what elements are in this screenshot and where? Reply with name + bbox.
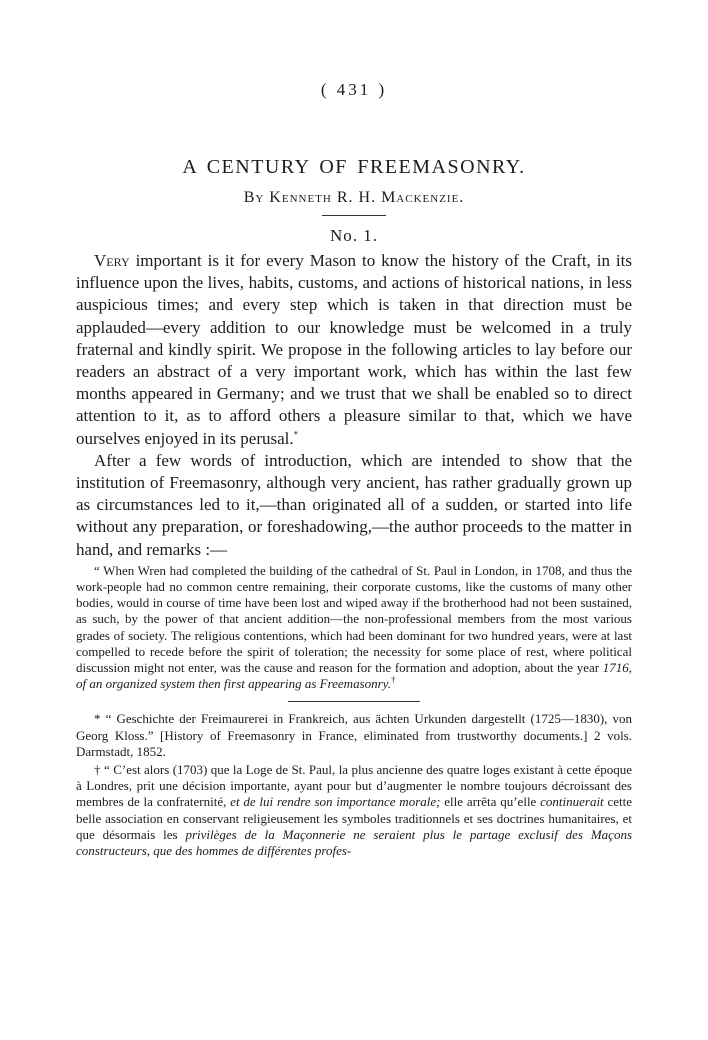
quote-paragraph: [76, 563, 632, 693]
paragraph-2: After a few words of introduction, which are intended to show that the institution of Freemasonry, although very ancient, has rather gradually grown up as circumstances led to it,—than originated all of a sudden, or started into life without any preparation, or foreshadowing,—the author proceeds to the matter in hand, and remarks :—: [76, 450, 632, 559]
part-number: No. 1.: [329, 226, 379, 245]
footnote-1: * “ Geschichte der Freimaurerei in Frankreich, aus ächten Urkunden dargestellt (1725—1830), von Georg Kloss.” [History of Freemasonry in France, eliminated from trustworthy documents.] 2 vols. Darmstadt, 1852.: [76, 711, 632, 759]
page-number: ( 431 ): [320, 80, 388, 99]
quote-text: “ When Wren had completed the building of the cathedral of St. Paul in London, in 1708, and thus the work-people had no common centre remaining, their corporate customs, like the customs of many other bodies, would in course of time have been lost and wiped away if the brotherhood had not been sustained, as such, by the power of that ancient addition—the non-professional members from the most various grades of society. The religious contentions, which had been dominant for two hundred years, were at last compelled to recede before the spirit of toleration; the necessity for some place of rest, where political discussion might not enter, was the cause and reason for the formation and adoption, about the year: [76, 562, 632, 676]
paragraph-1-text: important is it for every Mason to know the history of the Craft, in its influence upon the lives, habits, customs, and actions of historical nations, in less auspicious times; and every step which is taken in that direction must be applauded—every addition to our knowledge must be welcomed in a truly fraternal and kindly spirit. We propose in the following articles to lay before our readers an abstract of a very important work, which has within the last few months appeared in Germany; and we trust that we shall be enabled so to direct attention to it, as to afford others a pleasure similar to that, which we have ourselves enjoyed in its perusal.: [76, 251, 632, 448]
paragraph-1: [76, 250, 632, 450]
article-byline: By Kenneth R. H. Mackenzie.: [243, 189, 465, 206]
footnote-2-italic-2: continuerait: [540, 794, 604, 810]
footnote-2-italic-1: et de lui rendre son importance morale;: [230, 794, 441, 810]
footnote-2: [76, 762, 632, 859]
footnote-2-text-1: † “ C’est alors (1703) que la Loge de St. Paul, la plus ancienne des quatre loges existant à cette époque à Londres, prit une décision importante, ayant pour but d’augmenter le nombre toujours décroissant des membres de la confraternité,: [76, 762, 632, 810]
title-divider: [322, 215, 386, 216]
footnote-ref-2: †: [391, 674, 396, 685]
article-title: A CENTURY OF FREEMASONRY.: [182, 156, 526, 178]
paragraph-1-lead: Very: [94, 251, 130, 270]
block-quote: [76, 563, 632, 693]
footnote-divider: [288, 701, 420, 702]
footnotes: [76, 711, 632, 859]
quote-italic: 1716, of an organized system then first appearing as Freemasonry.: [76, 660, 632, 692]
footnote-2-text-3: cette belle association en conservant religieusement les symboles traditionnels et ses doctrines humanitaires, et que désormais les: [76, 794, 633, 842]
footnote-2-italic-3: privilèges de la Maçonnerie ne seraient plus le partage exclusif des Maçons constructeurs, que des hommes de différentes profes-: [76, 826, 633, 859]
footnote-2-text-2: elle arrêta qu’elle: [440, 794, 541, 810]
footnote-ref-1: *: [293, 428, 299, 439]
article-body: [76, 250, 632, 561]
page: [76, 80, 632, 859]
